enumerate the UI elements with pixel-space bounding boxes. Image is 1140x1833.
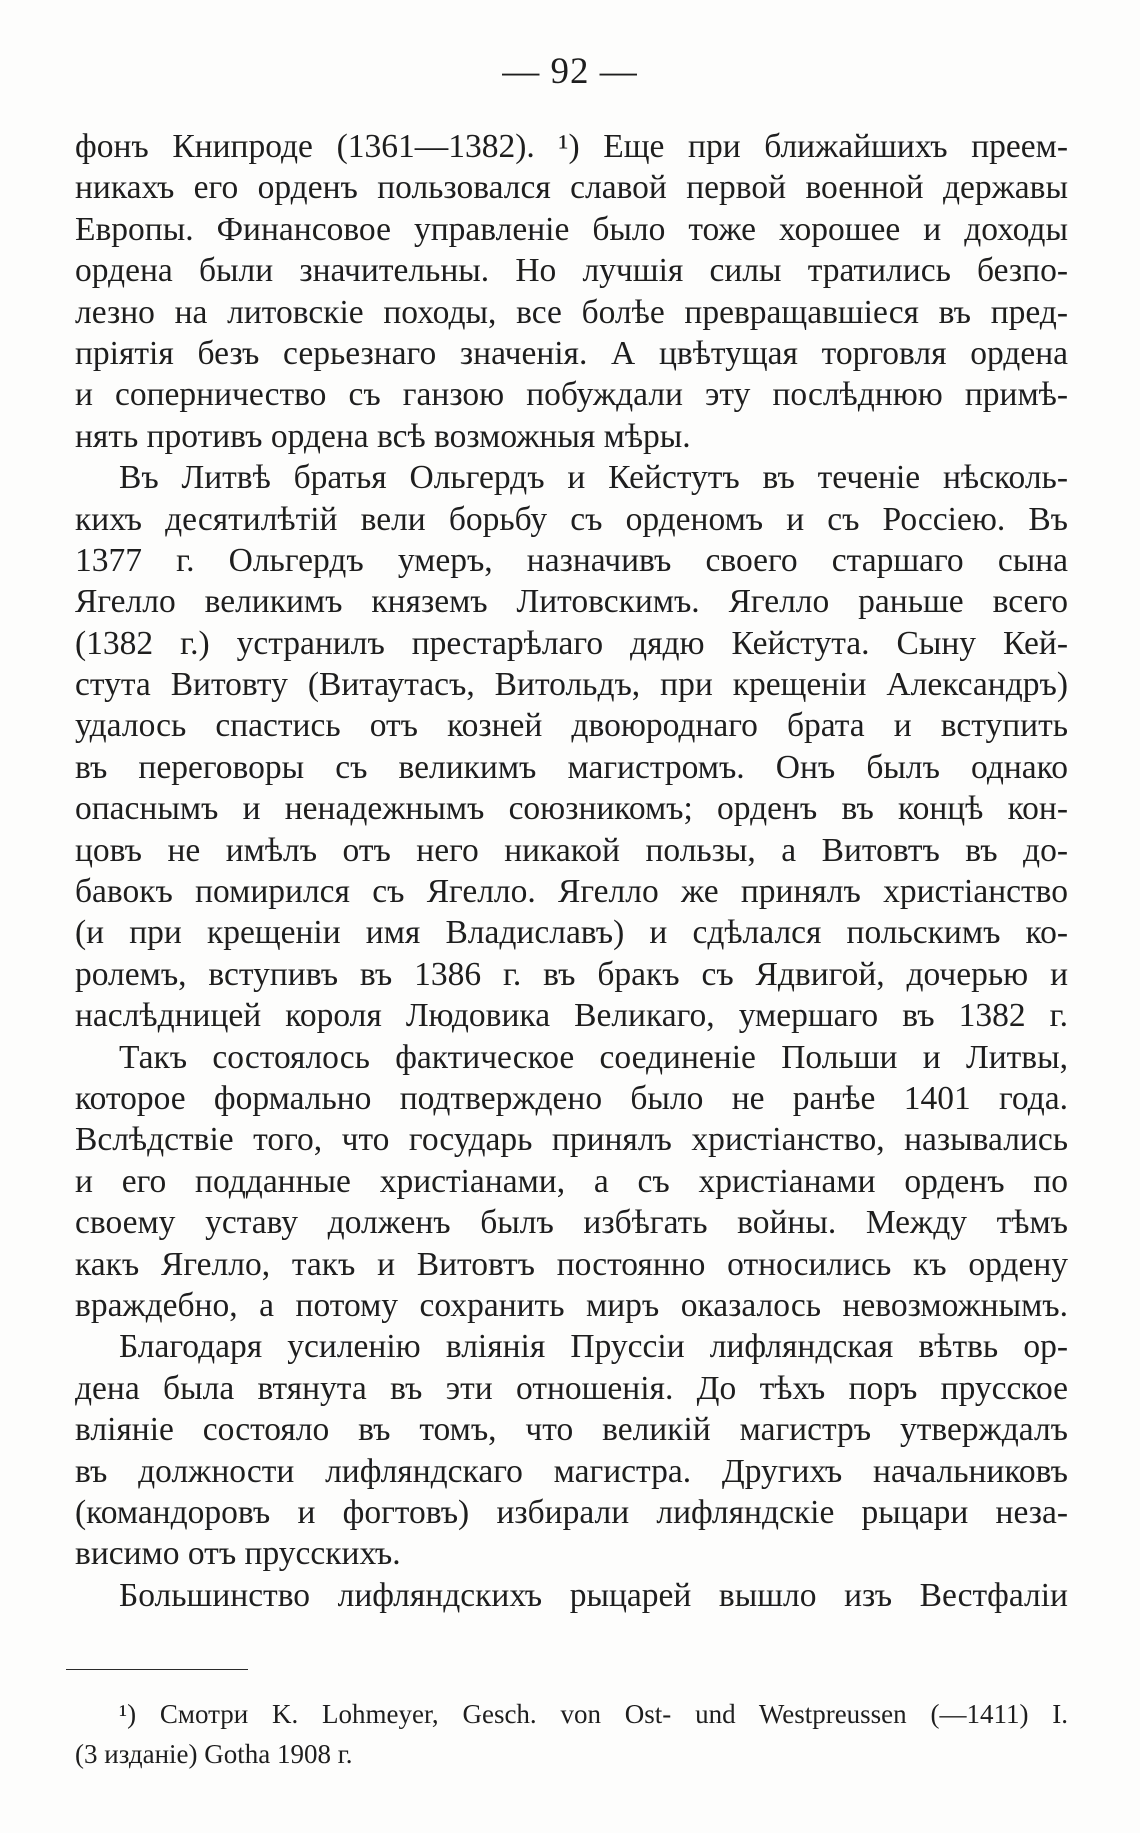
footnote-line: ¹) Смотри K. Lohmeyer, Gesch. von Ost- und Westpreussen (—1411) I. [119,1699,1068,1729]
text-line: фонъ Книпроде (1361—1382). ¹) Еще при ближайшихъ преем- [75,128,1068,165]
text-line: и соперничество съ ганзою побуждали эту послѣднюю примѣ- [75,376,1068,414]
text-line: Въ Литвѣ братья Ольгердъ и Кейстутъ въ теченіе нѣсколь- [119,459,1068,497]
text-line: Большинство лифляндскихъ рыцарей вышло изъ Вестфаліи [119,1576,1068,1614]
page-number: — 92 — [502,51,638,92]
footnote-line: (3 изданіе) Gotha 1908 г. [75,1739,353,1769]
text-line: которое формально подтверждено было не ранѣе 1401 года. [75,1079,1068,1117]
text-line: враждебно, а потому сохранить миръ оказалось невозможнымъ. [75,1286,1068,1324]
text-line: въ должности лифляндскаго магистра. Другихъ начальниковъ [75,1452,1068,1490]
text-line: Европы. Финансовое управленіе было тоже хорошее и доходы [75,210,1068,248]
text-line: Такъ состоялось фактическое соединеніе Польши и Литвы, [119,1038,1068,1076]
text-line: бавокъ помирился съ Ягелло. Ягелло же принялъ христіанство [75,873,1068,911]
text-line: наслѣдницей короля Людовика Великаго, умершаго въ 1382 г. [75,997,1068,1035]
body-text [75,126,1068,1616]
text-line: кихъ десятилѣтій вели борьбу съ орденомъ и съ Россіею. Въ [75,500,1068,538]
text-line: удалось спастись отъ козней двоюроднаго брата и вступить [75,707,1068,745]
text-line: какъ Ягелло, такъ и Витовтъ постоянно относились къ ордену [75,1245,1068,1283]
text-line: и его подданные христіанами, а съ христіанами орденъ по [75,1162,1068,1200]
text-line: дена была втянута въ эти отношенія. До тѣхъ поръ прусское [75,1369,1068,1407]
text-line: лезно на литовскіе походы, все болѣе превращавшіеся въ пред- [75,293,1068,331]
text-line: вліяніе состояло въ томъ, что великій магистръ утверждалъ [75,1411,1068,1449]
text-line: своему уставу долженъ былъ избѣгать войны. Между тѣмъ [75,1204,1068,1242]
text-line: пріятія безъ серьезнаго значенія. А цвѣтущая торговля ордена [75,334,1068,372]
text-line: 1377 г. Ольгердъ умеръ, назначивъ своего старшаго сына [75,541,1068,579]
text-line: (1382 г.) устранилъ престарѣлаго дядю Кейстута. Сыну Кей- [75,624,1068,662]
text-line: стута Витовту (Витаутасъ, Витольдъ, при крещеніи Александръ) [75,666,1068,704]
text-line: никахъ его орденъ пользовался славой первой военной державы [75,169,1068,207]
footnotes [75,1694,1068,1774]
text-line: нять противъ ордена всѣ возможныя мѣры. [75,417,691,455]
text-line: ордена были значительны. Но лучшія силы тратились безпо- [75,252,1068,290]
text-line: висимо отъ прусскихъ. [75,1535,401,1573]
text-line: (командоровъ и фогтовъ) избирали лифляндскіе рыцари неза- [75,1493,1068,1531]
text-line: ролемъ, вступивъ въ 1386 г. въ бракъ съ Ядвигой, дочерью и [75,955,1068,993]
text-line: въ переговоры съ великимъ магистромъ. Онъ былъ однако [75,748,1068,786]
text-line: опаснымъ и ненадежнымъ союзникомъ; орденъ въ концѣ кон- [75,790,1068,828]
text-line: Ягелло великимъ княземъ Литовскимъ. Ягелло раньше всего [75,583,1068,621]
footnote-divider [66,1669,248,1670]
text-line: Вслѣдствіе того, что государь принялъ христіанство, назывались [75,1121,1068,1159]
text-line: Благодаря усиленію вліянія Пруссіи лифляндская вѣтвь ор- [119,1328,1068,1366]
text-line: цовъ не имѣлъ отъ него никакой пользы, а Витовтъ въ до- [75,831,1068,869]
text-line: (и при крещеніи имя Владиславъ) и сдѣлался польскимъ ко- [75,914,1068,952]
